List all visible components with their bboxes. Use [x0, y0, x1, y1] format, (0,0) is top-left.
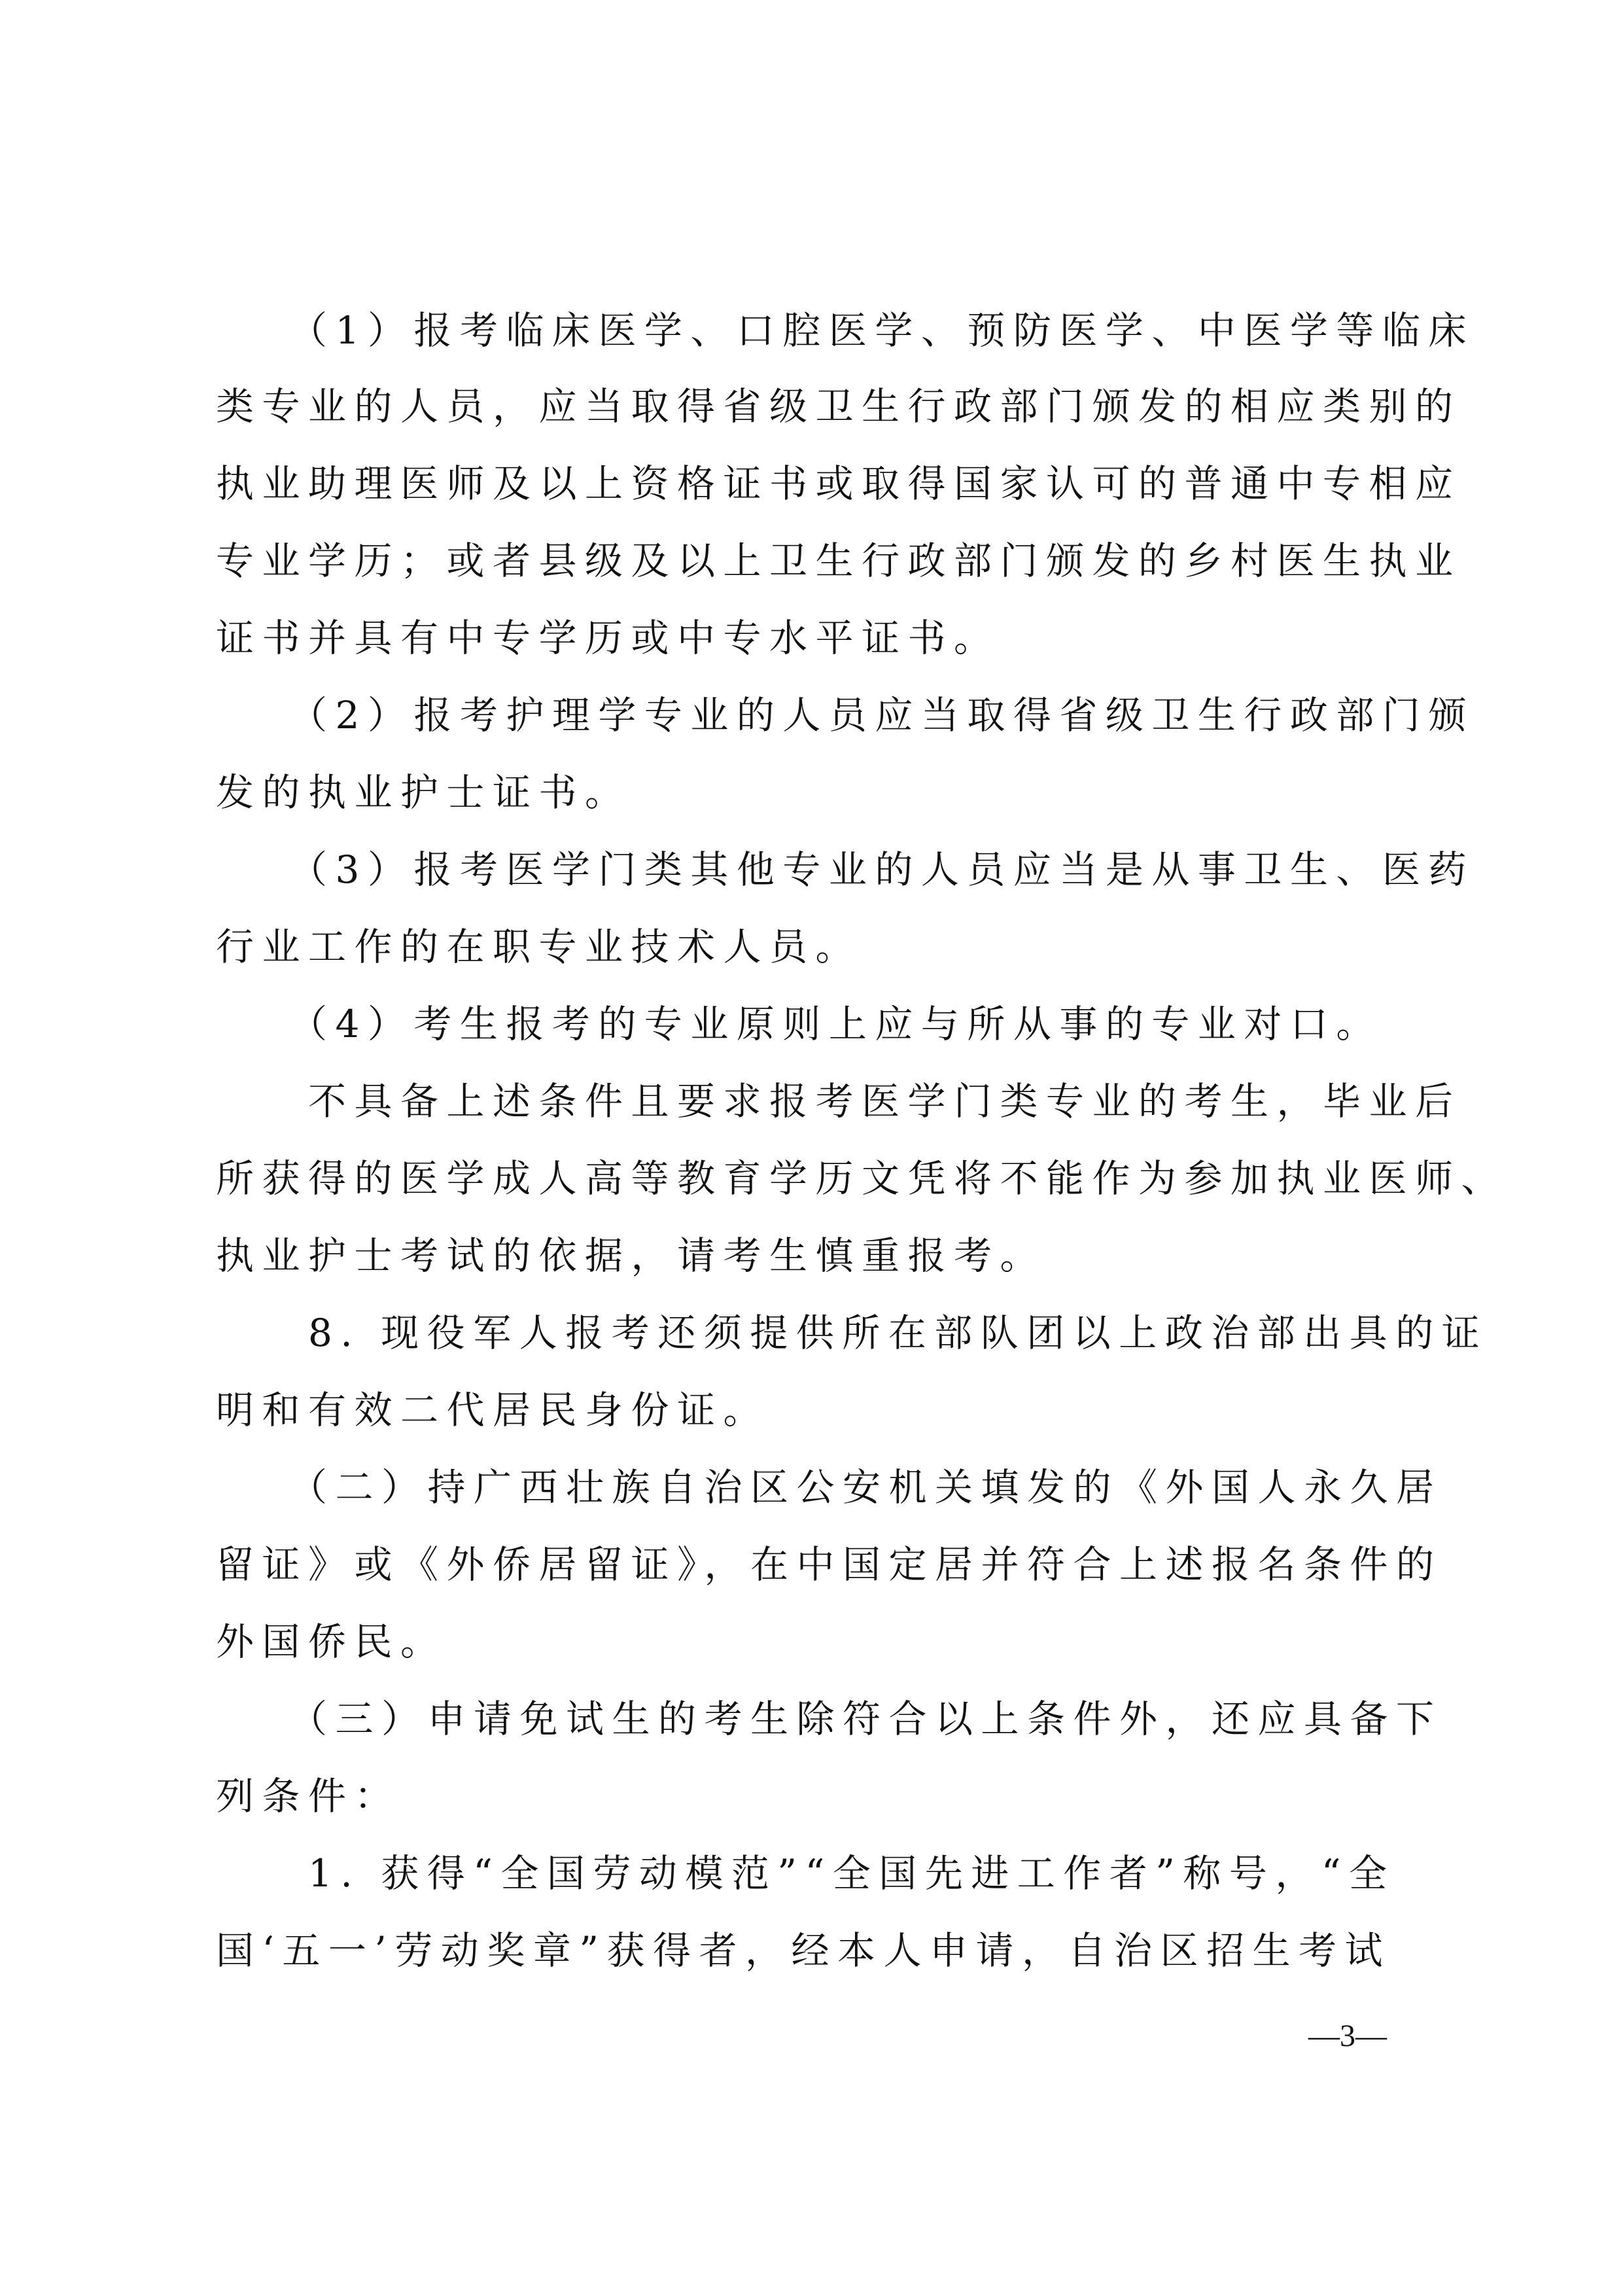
text-line: 明和有效二代居民身份证。: [216, 1388, 770, 1432]
text-line: （3）报考医学门类其他专业的人员应当是从事卫生、医药: [216, 847, 1475, 892]
text-line: （4）考生报考的专业原则上应与所从事的专业对口。: [216, 1002, 1382, 1046]
text-line: 类专业的人员，应当取得省级卫生行政部门颁发的相应类别的: [216, 384, 1461, 429]
text-line: 执业护士考试的依据，请考生慎重报考。: [216, 1233, 1047, 1278]
text-line: 专业学历；或者县级及以上卫生行政部门颁发的乡村医生执业: [216, 539, 1461, 583]
text-line: （二）持广西壮族自治区公安机关填发的《外国人永久居: [216, 1465, 1442, 1510]
page-number: —3—: [1308, 2019, 1387, 2053]
text-line: 发的执业护士证书。: [216, 770, 631, 815]
text-line: 行业工作的在职专业技术人员。: [216, 925, 862, 969]
text-line: 列条件：: [216, 1774, 401, 1818]
text-line: （2）报考护理学专业的人员应当取得省级卫生行政部门颁: [216, 693, 1475, 737]
text-line: 所获得的医学成人高等教育学历文凭将不能作为参加执业医师、: [216, 1156, 1508, 1201]
text-line: 证书并具有中专学历或中专水平证书。: [216, 616, 1000, 660]
text-line: 1. 获得“全国劳动模范”“全国先进工作者”称号，“全: [216, 1851, 1395, 1896]
text-line: 不具备上述条件且要求报考医学门类专业的考生，毕业后: [216, 1079, 1461, 1123]
text-line: 执业助理医师及以上资格证书或取得国家认可的普通中专相应: [216, 461, 1461, 506]
text-line: 国‘五一’劳动奖章”获得者，经本人申请，自治区招生考试: [216, 1928, 1391, 1973]
text-line: （三）申请免试生的考生除符合以上条件外，还应具备下: [216, 1697, 1442, 1741]
text-line: 8. 现役军人报考还须提供所在部队团以上政治部出具的证: [216, 1311, 1488, 1355]
text-line: （1）报考临床医学、口腔医学、预防医学、中医学等临床: [216, 308, 1475, 353]
text-line: 留证》或《外侨居留证》，在中国定居并符合上述报名条件的: [216, 1542, 1442, 1587]
text-line: 外国侨民。: [216, 1619, 447, 1664]
